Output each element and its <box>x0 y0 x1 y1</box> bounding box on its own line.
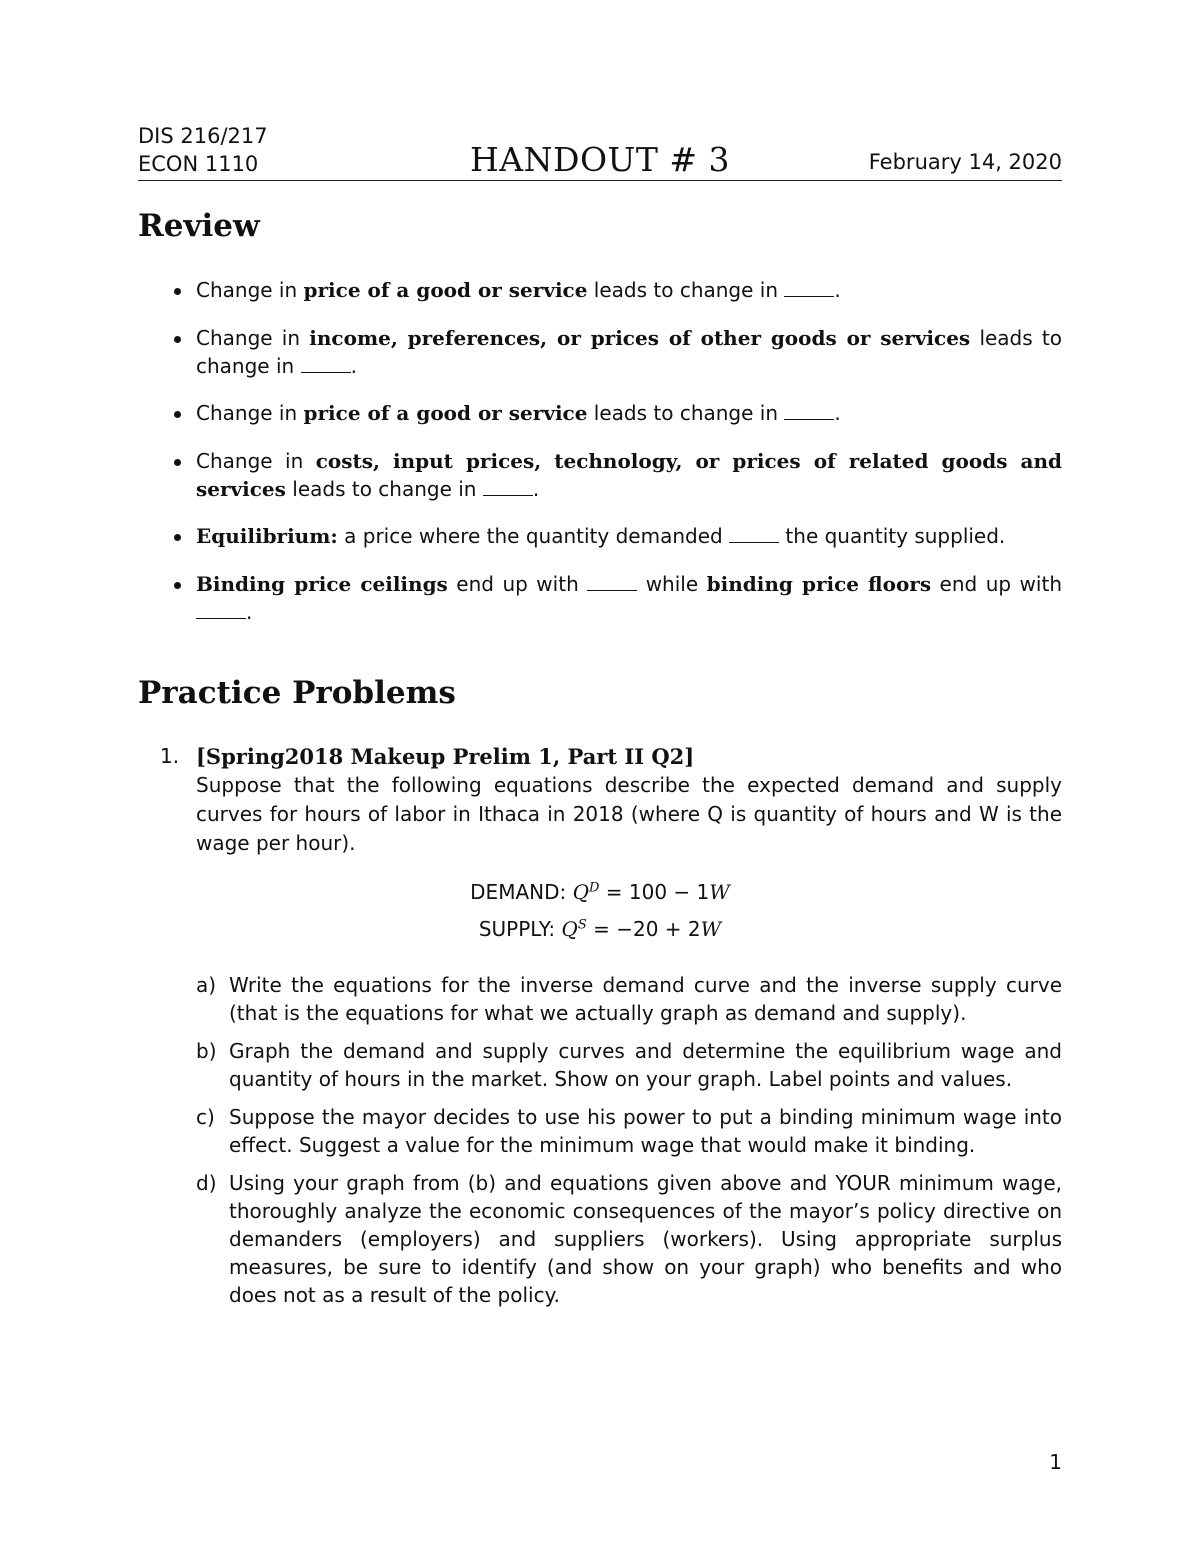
part-text: Using your graph from (b) and equations given above and YOUR minimum wage, thoroughly analyze the economic consequences of the mayor’s policy directive on demanders (employers) and suppliers (workers). Using appropriate surplus measures, be sure to identify (and show on your graph) who benefits and who does not as a result of the policy. <box>229 1171 1062 1307</box>
part-text: Write the equations for the inverse demand curve and the inverse supply curve (that is the equations for what we actually graph as demand and supply). <box>229 973 1062 1025</box>
problem-parts <box>196 971 1062 1319</box>
answer-blank <box>483 481 533 496</box>
demand-equation: DEMAND: $Q^D = 100 - 1W$ <box>470 880 730 904</box>
problem-part <box>196 971 1062 1027</box>
bullet-icon <box>174 459 181 466</box>
course-line-2: ECON 1110 <box>138 152 259 176</box>
supply-equation: SUPPLY: $Q^S = -20 + 2W$ <box>478 917 722 941</box>
problem-title: [Spring2018 Makeup Prelim 1, Part II Q2] <box>196 744 695 769</box>
handout-date: February 14, 2020 <box>868 150 1062 174</box>
document-page <box>138 0 1062 1553</box>
problem-part <box>196 1103 1062 1159</box>
review-heading: Review <box>138 208 260 244</box>
practice-heading: Practice Problems <box>138 675 456 711</box>
review-item: Change in income, preferences, or prices of other goods or services leads to change in . <box>138 324 1062 380</box>
answer-blank <box>784 405 834 420</box>
handout-title: HANDOUT # 3 <box>470 140 730 179</box>
review-item: Change in price of a good or service leads to change in . <box>138 276 1062 304</box>
review-item: Binding price ceilings end up with while binding price floors end up with . <box>138 570 1062 626</box>
part-text: Graph the demand and supply curves and determine the equilibrium wage and quantity of hours in the market. Show on your graph. Label points and values. <box>229 1039 1062 1091</box>
review-item: Change in price of a good or service leads to change in . <box>138 399 1062 427</box>
review-item: Change in costs, input prices, technology, or prices of related goods and services leads to change in . <box>138 447 1062 503</box>
page-number: 1 <box>1049 1450 1062 1474</box>
answer-blank <box>784 282 834 297</box>
part-label: a) <box>196 973 217 997</box>
part-text: Suppose the mayor decides to use his power to put a binding minimum wage into effect. Suggest a value for the minimum wage that would make it binding. <box>229 1105 1062 1157</box>
answer-blank <box>301 358 351 373</box>
answer-blank <box>587 576 637 591</box>
review-item: Equilibrium: a price where the quantity demanded the quantity supplied. <box>138 522 1062 550</box>
bullet-icon <box>174 288 181 295</box>
problem-number: 1. <box>160 744 180 768</box>
handout-header <box>138 122 1062 181</box>
bullet-icon <box>174 411 181 418</box>
problem-body <box>196 742 1062 858</box>
problem-text: Suppose that the following equations describe the expected demand and supply curves for hours of labor in Ithaca in 2018 (where Q is quantity of hours and W is the wage per hour). <box>196 773 1062 855</box>
review-list <box>138 276 1062 645</box>
part-label: c) <box>196 1105 215 1129</box>
part-label: d) <box>196 1171 217 1195</box>
answer-blank <box>729 528 779 543</box>
course-line-1: DIS 216/217 <box>138 124 268 148</box>
answer-blank <box>196 604 246 619</box>
part-label: b) <box>196 1039 217 1063</box>
bullet-icon <box>174 534 181 541</box>
problem-part <box>196 1169 1062 1309</box>
bullet-icon <box>174 582 181 589</box>
problem-part <box>196 1037 1062 1093</box>
bullet-icon <box>174 336 181 343</box>
